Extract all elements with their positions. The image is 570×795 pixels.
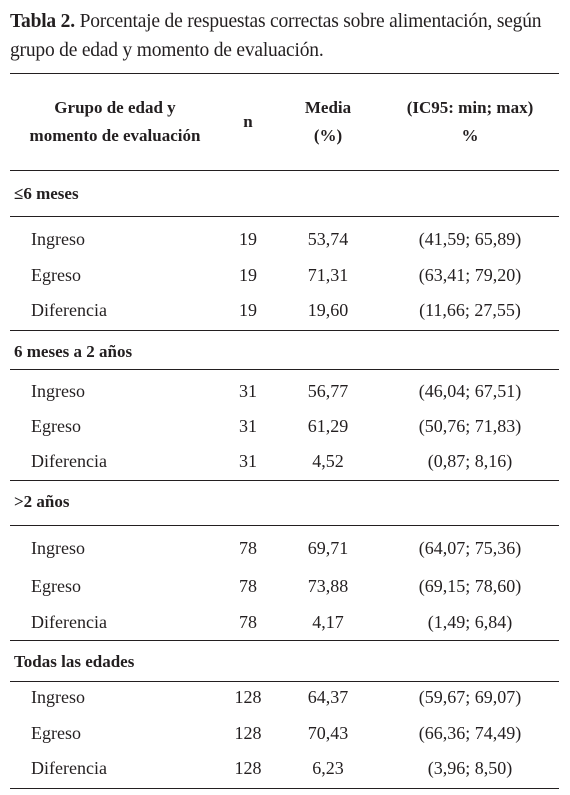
group-title: 6 meses a 2 años [14, 342, 133, 361]
row-mean: 64,37 [307, 687, 349, 707]
bottom-rule [10, 788, 559, 789]
row-label: Ingreso [31, 229, 85, 249]
header-ci-line2: % [461, 126, 479, 145]
row-mean: 19,60 [307, 300, 349, 320]
row-mean: 53,74 [307, 229, 349, 249]
row-ci: (3,96; 8,50) [427, 758, 513, 778]
table-row [0, 720, 570, 746]
header-n: n [243, 112, 253, 131]
table-number: Tabla 2. [10, 11, 75, 32]
row-label: Diferencia [31, 758, 107, 778]
group-title: Todas las edades [14, 652, 135, 671]
table-row [0, 684, 570, 710]
row-mean: 4,17 [312, 612, 344, 632]
row-mean: 6,23 [312, 758, 344, 778]
row-ci: (64,07; 75,36) [418, 538, 522, 558]
row-n: 19 [239, 229, 257, 249]
row-label: Egreso [31, 723, 81, 743]
group-title: >2 años [14, 492, 70, 511]
row-mean: 73,88 [307, 576, 349, 596]
row-label: Ingreso [31, 538, 85, 558]
table-row [0, 297, 570, 323]
row-label: Diferencia [31, 300, 107, 320]
table-row [0, 535, 570, 561]
row-n: 78 [239, 538, 257, 558]
row-ci: (63,41; 79,20) [418, 265, 522, 285]
header-mean [290, 94, 366, 150]
row-label: Egreso [31, 416, 81, 436]
row-n: 19 [239, 265, 257, 285]
table-row [0, 413, 570, 439]
row-label: Ingreso [31, 381, 85, 401]
row-ci: (0,87; 8,16) [427, 451, 513, 471]
row-n: 128 [234, 687, 262, 707]
row-ci: (11,66; 27,55) [419, 300, 521, 320]
table-row [0, 573, 570, 599]
row-n: 31 [239, 451, 257, 471]
row-n: 128 [234, 723, 262, 743]
top-rule [10, 73, 559, 74]
group-title: ≤6 meses [14, 184, 79, 203]
header-mean-line1: Media [304, 98, 352, 117]
row-n: 128 [234, 758, 262, 778]
row-ci: (50,76; 71,83) [418, 416, 522, 436]
table-row [0, 609, 570, 635]
row-label: Egreso [31, 265, 81, 285]
row-label: Ingreso [31, 687, 85, 707]
group-end-rule [10, 640, 559, 641]
table-row [0, 448, 570, 474]
row-ci: (66,36; 74,49) [418, 723, 522, 743]
table-caption [10, 7, 562, 65]
group-rule [10, 216, 559, 217]
row-ci: (59,67; 69,07) [418, 687, 522, 707]
table-row [0, 755, 570, 781]
row-n: 31 [239, 381, 257, 401]
row-n: 78 [239, 612, 257, 632]
header-group-line2: momento de evaluación [29, 126, 201, 145]
group-end-rule [10, 480, 559, 481]
row-ci: (41,59; 65,89) [418, 229, 522, 249]
row-mean: 61,29 [307, 416, 349, 436]
header-group-line1: Grupo de edad y [54, 98, 176, 117]
header-group [20, 94, 210, 150]
row-mean: 71,31 [307, 265, 349, 285]
row-ci: (46,04; 67,51) [418, 381, 522, 401]
group-rule [10, 369, 559, 370]
row-label: Diferencia [31, 451, 107, 471]
group-rule [10, 681, 559, 682]
group-rule [10, 525, 559, 526]
row-mean: 56,77 [307, 381, 349, 401]
row-n: 31 [239, 416, 257, 436]
table-title: Porcentaje de respuestas correctas sobre alimentación, según grupo de edad y momento de evaluación. [10, 11, 542, 61]
row-ci: (1,49; 6,84) [427, 612, 513, 632]
row-mean: 4,52 [312, 451, 344, 471]
row-ci: (69,15; 78,60) [418, 576, 522, 596]
table-row [0, 262, 570, 288]
row-mean: 69,71 [307, 538, 349, 558]
row-label: Diferencia [31, 612, 107, 632]
table-row [0, 378, 570, 404]
header-rule [10, 170, 559, 171]
row-mean: 70,43 [307, 723, 349, 743]
row-n: 19 [239, 300, 257, 320]
row-n: 78 [239, 576, 257, 596]
table-row [0, 226, 570, 252]
row-label: Egreso [31, 576, 81, 596]
header-ci-line1: (IC95: min; max) [406, 98, 534, 117]
header-ci [385, 94, 555, 150]
header-mean-line2: (%) [313, 126, 343, 145]
group-end-rule [10, 330, 559, 331]
